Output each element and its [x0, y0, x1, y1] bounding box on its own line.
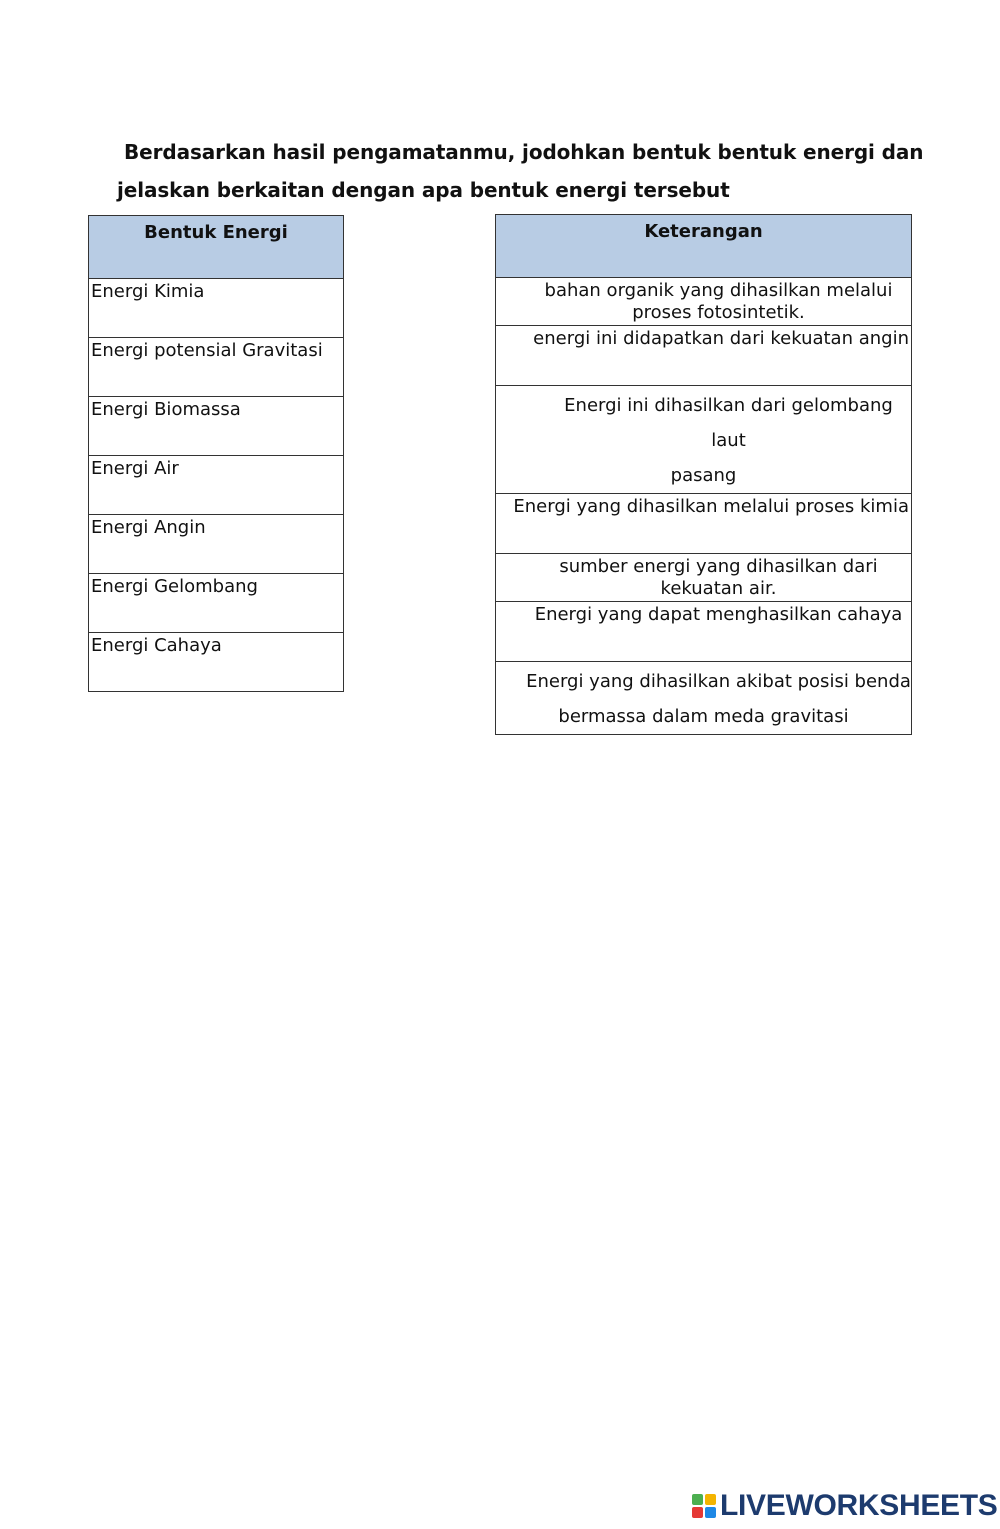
liveworksheets-wordmark: LIVEWORKSHEETS: [720, 1489, 998, 1522]
energy-form-item[interactable]: Energi Biomassa: [89, 397, 344, 456]
logo-tile-i: [705, 1494, 716, 1505]
description-item[interactable]: [496, 602, 912, 662]
description-line: pasang: [670, 465, 737, 486]
description-line: proses fotosintetik.: [632, 302, 805, 323]
description-line: Energi ini dihasilkan dari gelombang laut: [564, 395, 893, 451]
description-line: kekuatan air.: [660, 578, 777, 599]
energy-form-item[interactable]: Energi potensial Gravitasi: [89, 338, 344, 397]
energy-form-item[interactable]: Energi Air: [89, 456, 344, 515]
description-line: Energi yang dihasilkan akibat posisi benda: [526, 671, 911, 692]
description-item[interactable]: [496, 278, 912, 326]
description-table: [495, 214, 912, 735]
description-item[interactable]: [496, 662, 912, 735]
instruction-line-1: Berdasarkan hasil pengamatanmu, jodohkan bentuk bentuk energi dan: [124, 140, 924, 164]
description-line: bermassa dalam meda gravitasi: [558, 706, 849, 727]
liveworksheets-watermark: [692, 1488, 998, 1524]
energy-forms-header: Bentuk Energi: [89, 216, 344, 279]
description-line: sumber energi yang dihasilkan dari: [559, 556, 878, 577]
liveworksheets-logo-icon: [692, 1494, 716, 1518]
description-item[interactable]: [496, 494, 912, 554]
description-line: bahan organik yang dihasilkan melalui: [544, 280, 893, 301]
energy-form-item[interactable]: Energi Angin: [89, 515, 344, 574]
logo-tile-e: [705, 1507, 716, 1518]
description-item[interactable]: [496, 386, 912, 494]
energy-form-item[interactable]: Energi Cahaya: [89, 633, 344, 692]
logo-tile-l: [692, 1494, 703, 1505]
description-line: Energi yang dihasilkan melalui proses kimia: [513, 496, 909, 517]
logo-tile-v: [692, 1507, 703, 1518]
energy-form-item[interactable]: Energi Gelombang: [89, 574, 344, 633]
energy-form-item[interactable]: Energi Kimia: [89, 279, 344, 338]
description-item[interactable]: [496, 554, 912, 602]
description-item[interactable]: [496, 326, 912, 386]
description-header: Keterangan: [496, 215, 912, 278]
description-line: Energi yang dapat menghasilkan cahaya: [534, 604, 903, 625]
description-line: energi ini didapatkan dari kekuatan angin: [533, 328, 909, 349]
energy-forms-table: [88, 215, 344, 692]
instruction-line-2: jelaskan berkaitan dengan apa bentuk energi tersebut: [117, 178, 730, 202]
